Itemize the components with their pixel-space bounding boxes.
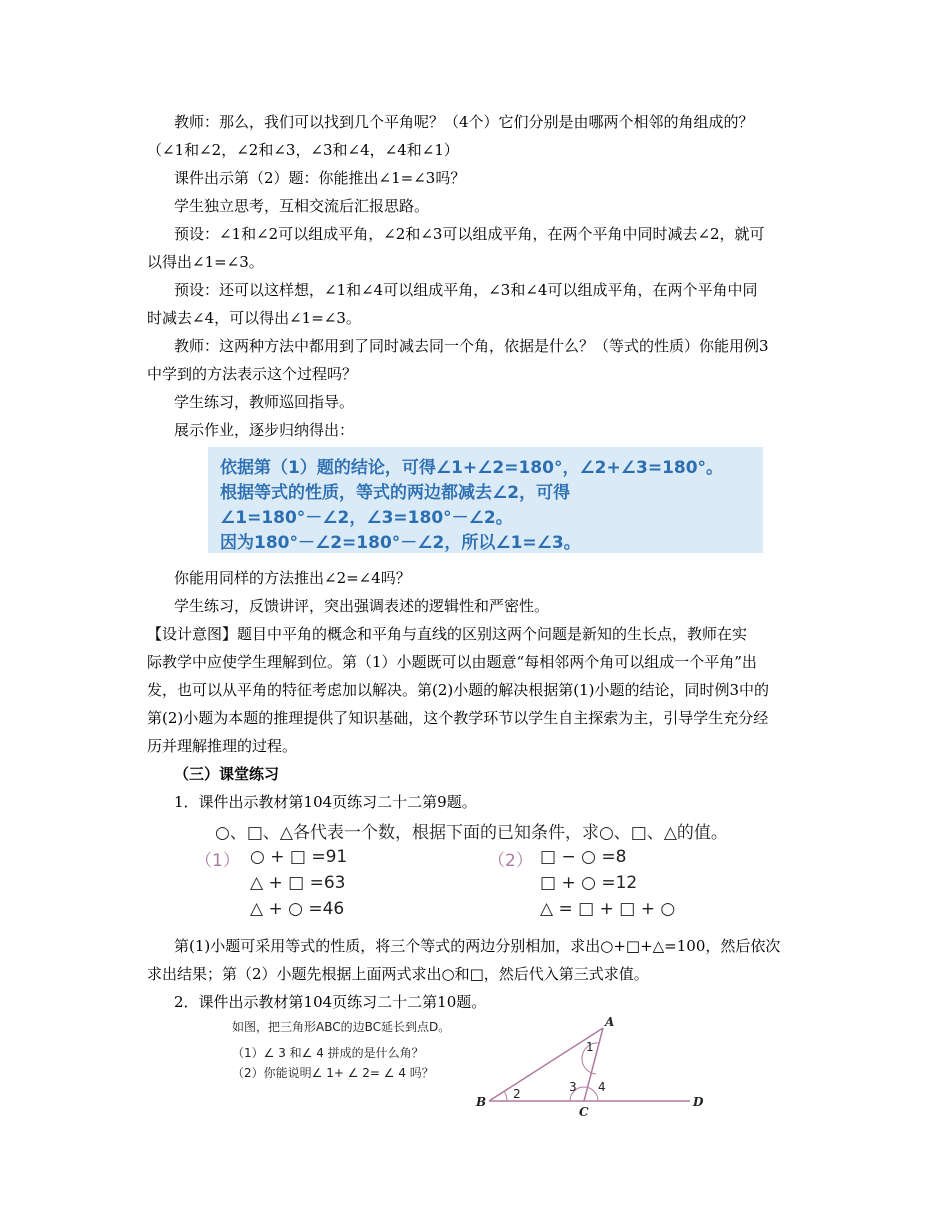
equation-2-1: □ − ○ =8 [540, 847, 627, 867]
paragraph-design-intent-2: 际教学中应使学生理解到位。第（1）小题既可以由题意“每相邻两个角可以组成一个平角”出 [147, 653, 757, 671]
equation-2-2: □ + ○ =12 [540, 873, 638, 893]
paragraph-teacher-basis-cont: 中学到的方法表示这个过程吗？ [147, 365, 358, 383]
paragraph-preset-1-cont: 以得出∠1=∠3。 [147, 253, 264, 271]
angle-label-4: 4 [598, 1080, 606, 1094]
point-label-d: D [693, 1095, 704, 1109]
paragraph-preset-1: 预设：∠1和∠2可以组成平角，∠2和∠3可以组成平角，在两个平角中同时减去∠2，就可 [174, 225, 765, 243]
exercise-1-title: 1．课件出示教材第104页练习二十二第9题。 [174, 793, 477, 811]
conclusion-line-2: 根据等式的性质，等式的两边都减去∠2，可得 [220, 483, 571, 503]
paragraph-courseware-q2: 课件出示第（2）题：你能推出∠1=∠3吗？ [174, 169, 466, 187]
paragraph-design-intent: 【设计意图】题目中平角的概念和平角与直线的区别这两个问题是新知的生长点，教师在实 [147, 625, 748, 643]
paragraph-student-think: 学生独立思考，互相交流后汇报思路。 [174, 197, 430, 215]
line-ba [489, 1028, 603, 1101]
conclusion-line-3: ∠1=180°－∠2，∠3=180°－∠2。 [220, 508, 513, 528]
paragraph-show-work: 展示作业，逐步归纳得出： [174, 421, 355, 439]
equation-2-3: △ = □ + □ + ○ [540, 899, 676, 919]
equation-1-3: △ + ○ =46 [250, 899, 345, 919]
conclusion-line-4: 因为180°－∠2=180°－∠2，所以∠1=∠3。 [220, 533, 581, 553]
paragraph-teacher-question-cont: （∠1和∠2，∠2和∠3，∠3和∠4，∠4和∠1） [147, 141, 459, 159]
conclusion-line-1: 依据第（1）题的结论，可得∠1+∠2=180°，∠2+∠3=180°。 [220, 458, 724, 478]
figure-question-1: （1）∠ 3 和∠ 4 拼成的是什么角？ [232, 1046, 424, 1060]
paragraph-solution-hint: 第(1)小题可采用等式的性质，将三个等式的两边分别相加，求出○+□+△=100，然后依次 [174, 937, 781, 955]
paragraph-preset-2-cont: 时减去∠4，可以得出∠1=∠3。 [147, 309, 361, 327]
equation-1-2: △ + □ =63 [250, 873, 346, 893]
point-label-a: A [605, 1015, 615, 1029]
paragraph-design-intent-5: 历并理解推理的过程。 [147, 737, 298, 755]
paragraph-design-intent-4: 第(2)小题为本题的推理提供了知识基础，这个教学环节以学生自主探索为主，引导学生充分经 [147, 709, 769, 727]
section-heading-classroom-practice: （三）课堂练习 [174, 765, 280, 783]
paragraph-teacher-question: 教师：那么，我们可以找到几个平角呢？（4个）它们分别是由哪两个相邻的角组成的？ [174, 113, 754, 131]
angle-label-2: 2 [513, 1087, 521, 1101]
exercise-group-2-label: （2） [488, 851, 533, 871]
exercise-prompt: ○、□、△各代表一个数，根据下面的已知条件，求○、□、△的值。 [215, 823, 728, 843]
paragraph-solution-hint-cont: 求出结果；第（2）小题先根据上面两式求出○和□，然后代入第三式求值。 [147, 965, 649, 983]
point-label-c: C [579, 1105, 589, 1119]
exercise-group-1-label: （1） [195, 851, 240, 871]
angle-label-3: 3 [569, 1080, 577, 1094]
point-label-b: B [476, 1095, 487, 1109]
paragraph-teacher-basis: 教师：这两种方法中都用到了同时减去同一个角，依据是什么？（等式的性质）你能用例3 [174, 337, 769, 355]
exercise-2-title: 2．课件出示教材第104页练习二十二第10题。 [174, 993, 487, 1011]
paragraph-student-practice: 学生练习，教师巡回指导。 [174, 393, 355, 411]
paragraph-preset-2: 预设：还可以这样想，∠1和∠4可以组成平角，∠3和∠4可以组成平角，在两个平角中同 [174, 281, 758, 299]
paragraph-same-method: 你能用同样的方法推出∠2=∠4吗？ [174, 569, 411, 587]
equation-1-1: ○ + □ =91 [250, 847, 348, 867]
figure-intro: 如图，把三角形ABC的边BC延长到点D。 [232, 1020, 451, 1034]
paragraph-feedback: 学生练习，反馈讲评，突出强调表述的逻辑性和严密性。 [174, 597, 550, 615]
angle-arc-2 [504, 1091, 507, 1101]
angle-label-1: 1 [586, 1040, 594, 1054]
figure-question-2: （2）你能说明∠ 1+ ∠ 2= ∠ 4 吗？ [232, 1066, 434, 1080]
paragraph-design-intent-3: 发，也可以从平角的特征考虑加以解决。第(2)小题的解决根据第(1)小题的结论，同时例3中的 [147, 681, 770, 699]
